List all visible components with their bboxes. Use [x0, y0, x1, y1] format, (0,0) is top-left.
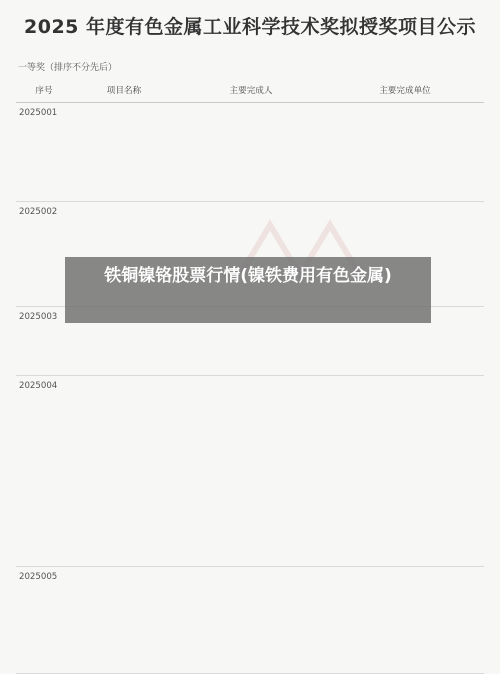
row-people — [176, 376, 326, 567]
table-header-row — [16, 80, 484, 103]
header-main-units: 主要完成单位 — [326, 80, 484, 103]
row-project-name — [72, 376, 176, 567]
table-row — [16, 567, 484, 674]
header-no: 序号 — [16, 80, 72, 103]
row-number: 2025003 — [16, 307, 72, 376]
header-project-name: 项目名称 — [72, 80, 176, 103]
row-units — [326, 567, 484, 674]
row-units — [326, 376, 484, 567]
row-number: 2025004 — [16, 376, 72, 567]
row-people — [176, 103, 326, 202]
headline-banner: 铁铜镍铬股票行情(镍铁费用有色金属) — [65, 257, 431, 323]
row-number: 2025005 — [16, 567, 72, 674]
award-level-heading: 一等奖（排序不分先后） — [18, 63, 118, 73]
row-number: 2025002 — [16, 202, 72, 307]
table-row — [16, 376, 484, 567]
row-number: 2025001 — [16, 103, 72, 202]
row-units — [326, 103, 484, 202]
header-main-people: 主要完成人 — [176, 80, 326, 103]
row-project-name — [72, 567, 176, 674]
page-title: 2025 年度有色金属工业科学技术奖拟授奖项目公示 — [24, 16, 476, 38]
row-project-name — [72, 103, 176, 202]
row-people — [176, 567, 326, 674]
table-row — [16, 103, 484, 202]
award-table — [16, 80, 484, 674]
